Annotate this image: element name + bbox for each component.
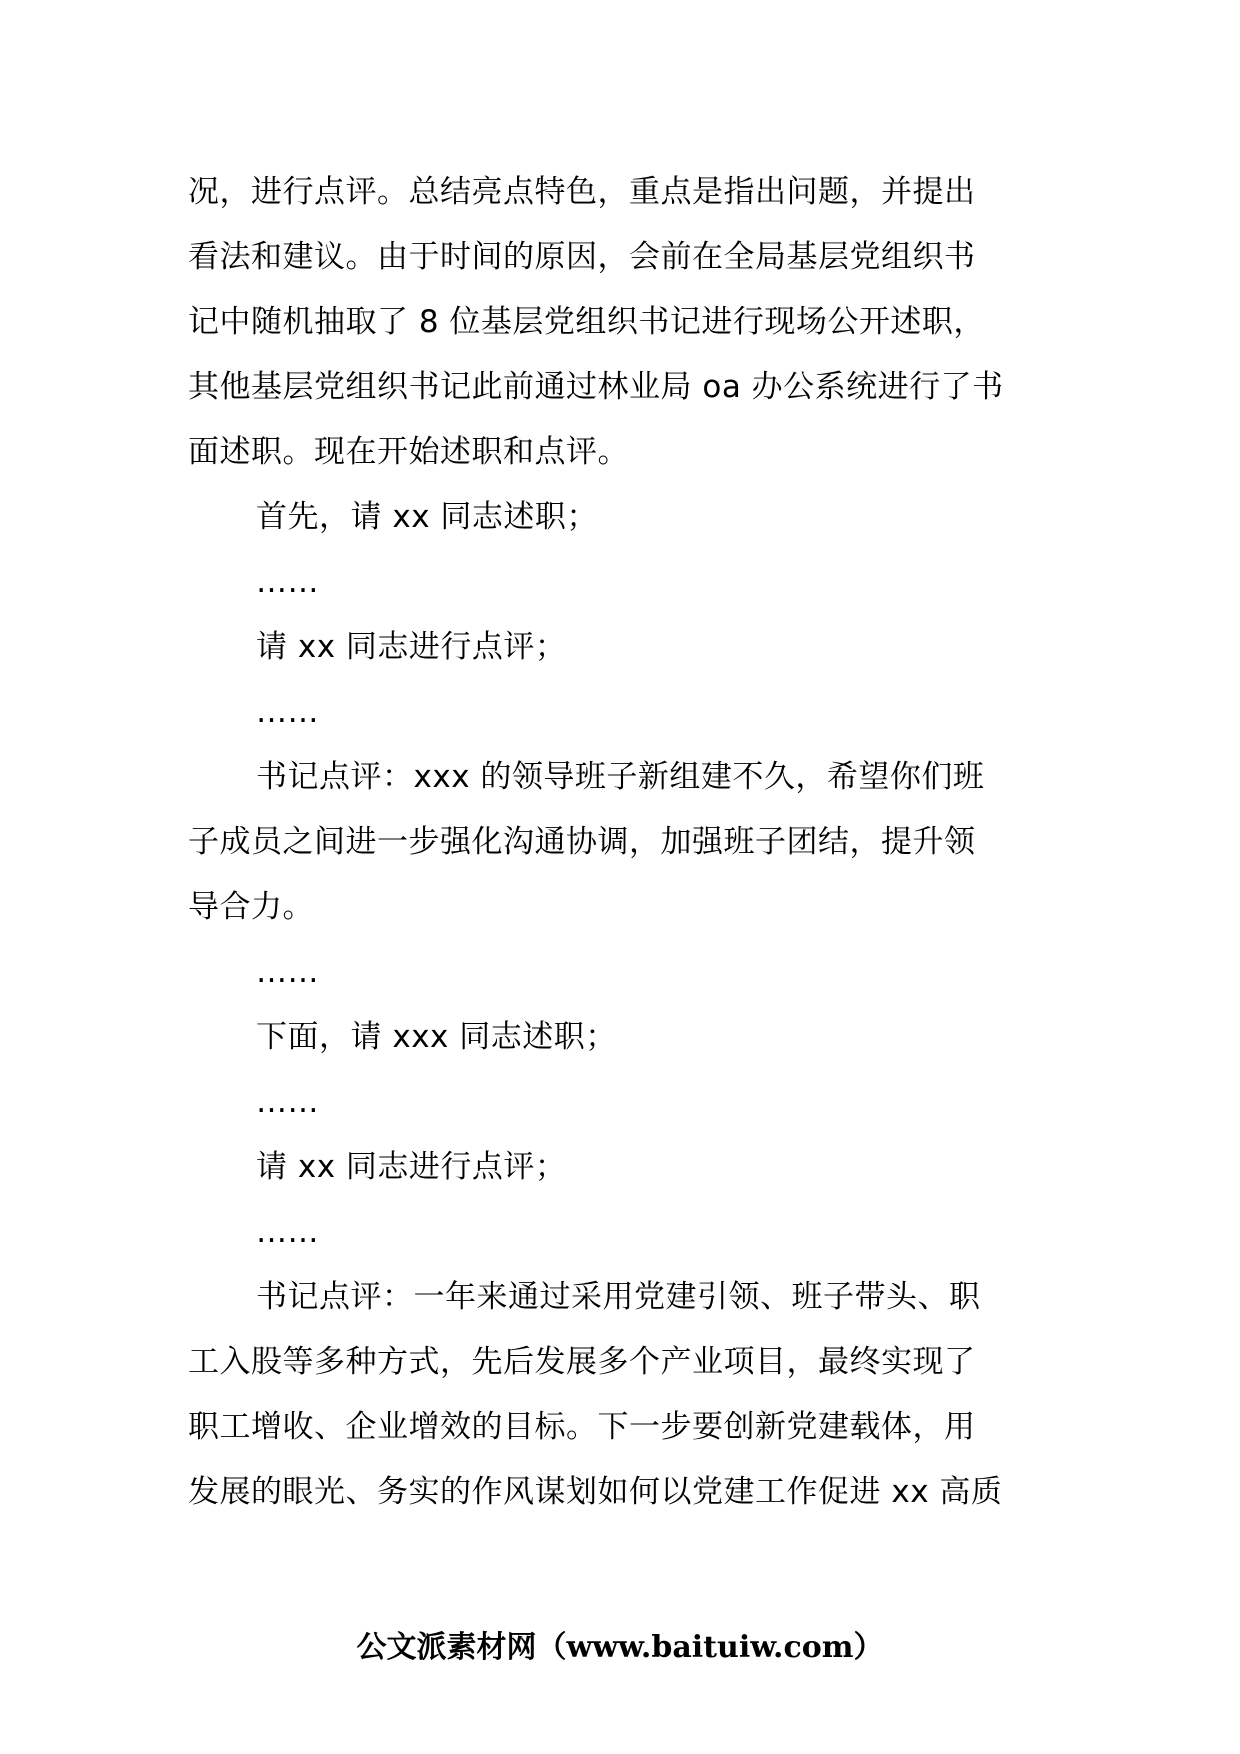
text-line: 其他基层党组织书记此前通过林业局 oa 办公系统进行了书 [188,369,1004,405]
document-body [188,160,1068,1525]
text-line: 发展的眼光、务实的作风谋划如何以党建工作促进 xx 高质 [188,1474,1003,1510]
paragraph [188,745,1068,940]
paragraph [188,1135,1068,1200]
text-line: …… [256,564,319,600]
text-line: 记中随机抽取了 8 位基层党组织书记进行现场公开述职， [188,304,985,340]
text-line: 请 xx 同志进行点评； [256,629,567,665]
paragraph [188,485,1068,550]
text-line: 书记点评：一年来通过采用党建引领、班子带头、职 [256,1279,981,1315]
text-line: 下面，请 xxx 同志述职； [256,1019,617,1055]
text-line: …… [256,1214,319,1250]
text-line: 请 xx 同志进行点评； [256,1149,567,1185]
paragraph [188,615,1068,680]
text-line: 子成员之间进一步强化沟通协调，加强班子团结，提升领 [188,824,976,860]
footer-watermark: 公文派素材网（www.baituiw.com） [356,1630,884,1665]
text-line: …… [256,694,319,730]
text-line: 导合力。 [188,889,314,925]
paragraph [188,1005,1068,1070]
text-line: 首先，请 xx 同志述职； [256,499,598,535]
text-line: …… [256,1084,319,1120]
paragraph [188,680,1068,745]
text-line: 面述职。现在开始述职和点评。 [188,434,629,470]
paragraph [188,1070,1068,1135]
paragraph [188,1200,1068,1265]
text-line: …… [256,954,319,990]
text-line: 看法和建议。由于时间的原因，会前在全局基层党组织书 [188,239,976,275]
paragraph [188,1265,1068,1525]
paragraph [188,550,1068,615]
text-line: 书记点评：xxx 的领导班子新组建不久，希望你们班 [256,759,985,795]
text-line: 工入股等多种方式，先后发展多个产业项目，最终实现了 [188,1344,976,1380]
paragraph [188,940,1068,1005]
text-line: 况，进行点评。总结亮点特色，重点是指出问题，并提出 [188,174,976,210]
text-line: 职工增收、企业增效的目标。下一步要创新党建载体，用 [188,1409,976,1445]
paragraph [188,160,1068,485]
